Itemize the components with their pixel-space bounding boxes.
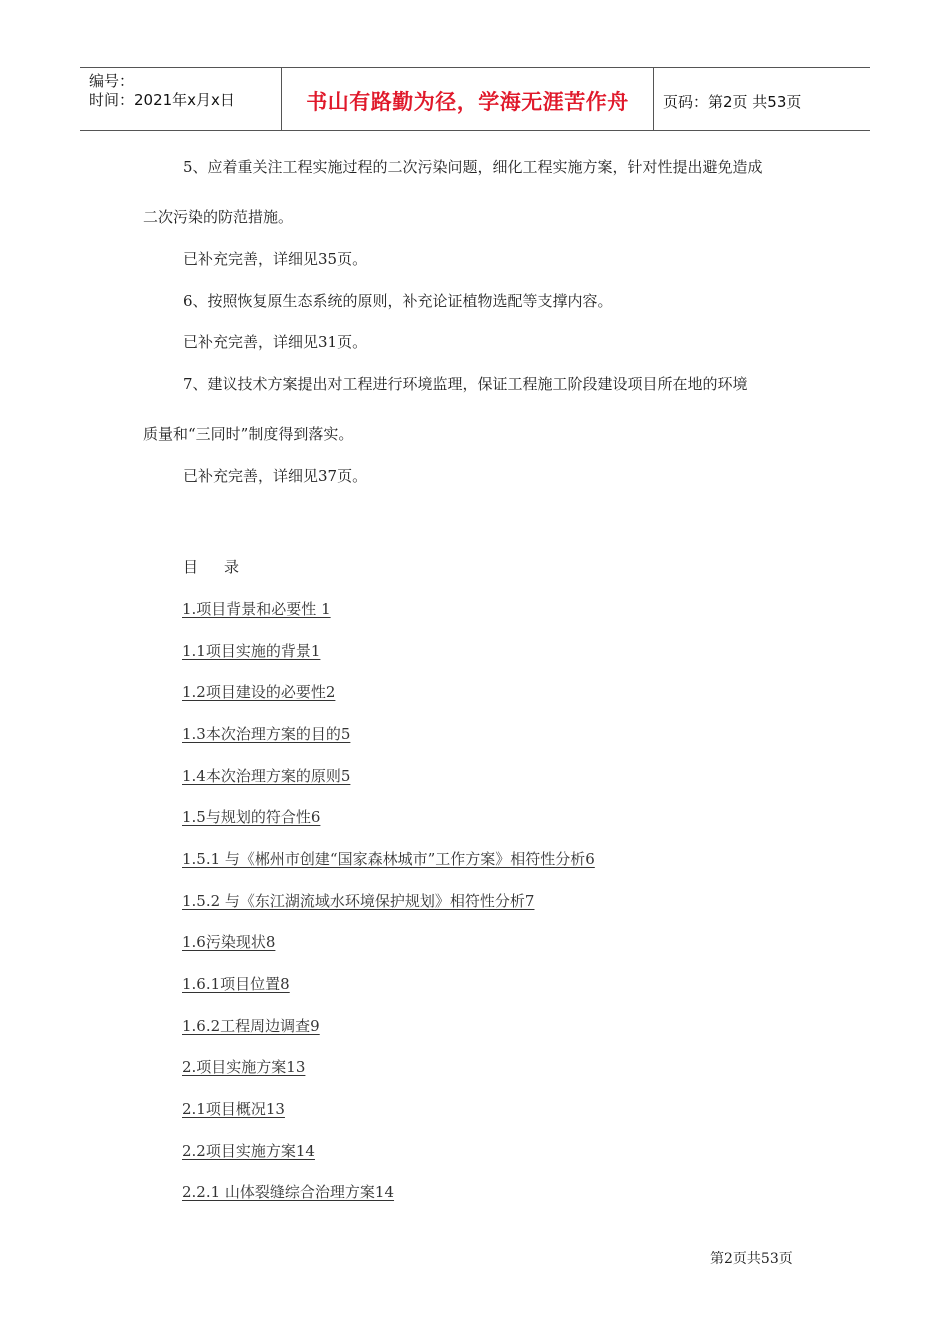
reply-6: 已补充完善，详细见31页。 <box>183 333 368 351</box>
header-time-label: 时间：2021年x月x日 <box>89 91 235 109</box>
toc-link[interactable]: 1.5.1 与《郴州市创建“国家森林城市”工作方案》相符性分析6 <box>182 850 595 868</box>
toc-link[interactable]: 1.5.2 与《东江湖流域水环境保护规划》相符性分析7 <box>182 892 535 910</box>
toc-link[interactable]: 1.6污染现状8 <box>182 933 276 951</box>
document-header <box>80 67 870 131</box>
paragraph-7-cont: 质量和“三同时”制度得到落实。 <box>143 425 354 443</box>
toc-link[interactable]: 1.6.2工程周边调查9 <box>182 1017 320 1035</box>
toc-link[interactable]: 1.5与规划的符合性6 <box>182 808 321 826</box>
header-motto-cell <box>282 68 654 130</box>
paragraph-7: 7、建议技术方案提出对工程进行环境监理，保证工程施工阶段建设项目所在地的环境 <box>183 375 748 393</box>
page-footer: 第2页共53页 <box>710 1251 793 1267</box>
toc-link[interactable]: 2.2项目实施方案14 <box>182 1142 315 1160</box>
toc-link[interactable]: 1.6.1项目位置8 <box>182 975 290 993</box>
reply-5: 已补充完善，详细见35页。 <box>183 250 368 268</box>
toc-link[interactable]: 1.项目背景和必要性 1 <box>182 600 331 618</box>
reply-7: 已补充完善，详细见37页。 <box>183 467 368 485</box>
header-page-label: 页码：第2页 共53页 <box>663 92 802 111</box>
toc-link[interactable]: 2.项目实施方案13 <box>182 1058 306 1076</box>
toc-link[interactable]: 2.2.1 山体裂缝综合治理方案14 <box>182 1183 395 1201</box>
toc-link[interactable]: 1.1项目实施的背景1 <box>182 642 321 660</box>
header-number-label: 编号： <box>89 72 135 90</box>
toc-link[interactable]: 1.2项目建设的必要性2 <box>182 683 336 701</box>
toc-title <box>183 557 239 577</box>
paragraph-6: 6、按照恢复原生态系统的原则，补充论证植物选配等支撑内容。 <box>183 292 613 310</box>
header-meta <box>80 68 282 130</box>
toc-title-right: 录 <box>224 558 240 576</box>
paragraph-5-cont: 二次污染的防范措施。 <box>143 208 294 226</box>
toc-link[interactable]: 1.4本次治理方案的原则5 <box>182 767 351 785</box>
header-motto: 书山有路勤为径，学海无涯苦作舟 <box>306 90 629 114</box>
paragraph-5: 5、应着重关注工程实施过程的二次污染问题，细化工程实施方案，针对性提出避免造成 <box>183 158 763 176</box>
header-page-cell <box>654 68 870 130</box>
toc-title-left: 目 <box>183 558 199 576</box>
toc-link[interactable]: 2.1项目概况13 <box>182 1100 285 1118</box>
toc-link[interactable]: 1.3本次治理方案的目的5 <box>182 725 351 743</box>
